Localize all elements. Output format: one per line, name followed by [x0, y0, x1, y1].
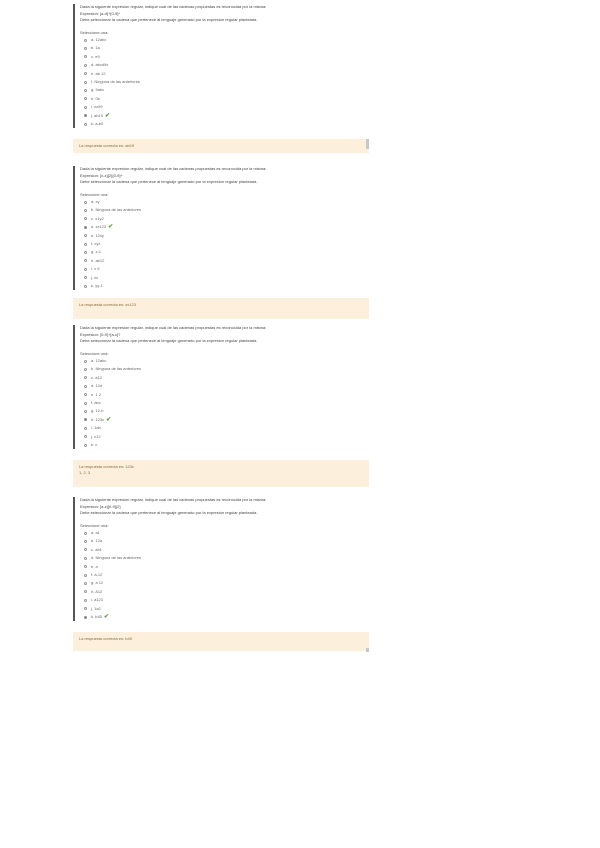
question-block: [73, 325, 369, 449]
answer-option-label: g. z-1: [91, 249, 102, 255]
radio-button[interactable]: [84, 89, 87, 92]
radio-button[interactable]: [84, 285, 87, 288]
answer-option[interactable]: [84, 571, 369, 579]
answer-option-label: g. 12-b: [91, 408, 104, 414]
answer-option-label: d. zx123: [91, 224, 107, 230]
radio-button[interactable]: [84, 418, 87, 421]
feedback-text: 1, 2, 3: [79, 470, 91, 475]
feedback-box: [73, 139, 369, 153]
question-text-line: Dada la siguiente expresion regular, indique cual de las cadenas propuestas es reconocida por la misma:: [80, 497, 267, 502]
question-text-line: Expresion: [x-z]{2}[0-9]+: [80, 172, 123, 178]
radio-button[interactable]: [84, 106, 87, 109]
answer-option[interactable]: [84, 382, 369, 390]
feedback-text: La respuesta correcta es: 123c: [79, 464, 134, 469]
checkmark-icon: ✔: [105, 112, 111, 119]
radio-button[interactable]: [84, 209, 87, 212]
answer-option-label: e. 1 2: [91, 391, 102, 397]
question-text: [73, 325, 369, 449]
answer-option-label: a. 12abc: [91, 358, 107, 363]
answer-option-label: c. e9: [91, 53, 100, 59]
question-text-line: Dada la siguiente expresion regular, indique cual de las cadenas propuestas es reconocida por la misma:: [80, 166, 267, 171]
answer-option[interactable]: [84, 416, 369, 424]
radio-button[interactable]: [84, 64, 87, 67]
radio-button[interactable]: [84, 599, 87, 602]
answer-option-label: e. 12xy: [91, 232, 104, 238]
radio-button[interactable]: [84, 360, 87, 363]
answer-option-label: d. Ninguna de las anteriores: [91, 555, 142, 561]
answer-option[interactable]: [84, 232, 369, 240]
answer-option-label: g. 9abc: [91, 87, 105, 93]
answer-option-label: d. 12d: [91, 383, 103, 389]
checkmark-icon: ✔: [108, 224, 114, 231]
answer-option[interactable]: [84, 563, 369, 571]
answer-option[interactable]: [84, 554, 369, 562]
answer-option[interactable]: [84, 36, 369, 44]
answer-option-label: a. a1: [91, 530, 100, 535]
answer-option[interactable]: [84, 357, 369, 365]
answer-option-label: h. 123c: [91, 416, 105, 422]
answer-option-label: c. a12: [91, 374, 102, 380]
answer-option-label: i. 1ab: [91, 425, 101, 431]
answer-option-label: k. c: [91, 441, 98, 447]
answer-option[interactable]: [84, 391, 369, 399]
radio-button[interactable]: [84, 548, 87, 551]
select-label: Seleccione una:: [80, 191, 109, 197]
answer-option-label: b. Ninguna de las anteriores: [91, 366, 142, 372]
feedback-text: La respuesta correcta es: b45: [79, 636, 132, 641]
answer-option[interactable]: [84, 223, 369, 231]
answer-option[interactable]: [84, 537, 369, 545]
answer-option-label: e. ab 12: [91, 70, 106, 76]
radio-button[interactable]: [84, 72, 87, 75]
radio-button[interactable]: [84, 385, 87, 388]
answer-option[interactable]: [84, 53, 369, 61]
radio-button[interactable]: [84, 565, 87, 568]
answer-option[interactable]: [84, 215, 369, 223]
answer-option[interactable]: [84, 441, 369, 449]
feedback-text: La respuesta correcta es: ab19: [79, 143, 135, 148]
answer-option-label: a. xy: [91, 199, 100, 204]
radio-button[interactable]: [84, 368, 87, 371]
answer-option[interactable]: [84, 596, 369, 604]
question-text-line: Expresion: [a-d]+[0-9]*: [80, 10, 120, 16]
answer-option[interactable]: [84, 274, 369, 282]
answer-option-label: b. 12a: [91, 538, 103, 544]
radio-button[interactable]: [84, 444, 87, 447]
radio-button[interactable]: [84, 243, 87, 246]
answer-option-label: a. 12abc: [91, 37, 107, 42]
answer-option-label: j. x12: [91, 433, 101, 439]
radio-button[interactable]: [84, 268, 87, 271]
answer-option[interactable]: [84, 44, 369, 52]
answer-option[interactable]: [84, 365, 369, 373]
question-text: [73, 166, 369, 290]
radio-button[interactable]: [84, 557, 87, 560]
radio-button[interactable]: [84, 47, 87, 50]
answer-option[interactable]: [84, 605, 369, 613]
answer-option[interactable]: [84, 433, 369, 441]
answer-option-label: i. x 9: [91, 266, 100, 272]
radio-button[interactable]: [84, 376, 87, 379]
question-block: [73, 497, 369, 621]
select-label: Seleccione una:: [80, 522, 109, 528]
radio-button[interactable]: [84, 540, 87, 543]
answer-option[interactable]: [84, 70, 369, 78]
radio-button[interactable]: [84, 55, 87, 58]
radio-button[interactable]: [84, 39, 87, 42]
answer-option-label: k. a-b0: [91, 120, 104, 126]
answer-option-label: i. a123: [91, 597, 104, 603]
question-text-line: Debe seleccionar la cadena que pertenece al lenguaje generado por la expresion regular planteada.: [80, 510, 258, 515]
question-block: [73, 4, 369, 128]
answer-option[interactable]: [84, 206, 369, 214]
answer-option[interactable]: [84, 120, 369, 128]
answer-options: [80, 529, 369, 621]
answer-options: [80, 36, 369, 128]
checkmark-icon: ✔: [103, 614, 109, 621]
answer-option[interactable]: [84, 265, 369, 273]
answer-option-label: f. xyz: [91, 240, 101, 246]
answer-option-label: c. x1y2: [91, 215, 104, 221]
answer-option-label: h. ab12: [91, 257, 105, 263]
answer-option[interactable]: [84, 399, 369, 407]
answer-option[interactable]: [84, 78, 369, 86]
radio-button[interactable]: [84, 590, 87, 593]
radio-button[interactable]: [84, 427, 87, 430]
radio-button[interactable]: [84, 607, 87, 610]
answer-option[interactable]: [84, 613, 369, 621]
answer-option[interactable]: [84, 248, 369, 256]
answer-option[interactable]: [84, 257, 369, 265]
answer-option-label: k. yy-1: [91, 282, 103, 288]
radio-button[interactable]: [84, 81, 87, 84]
scrollbar-thumb[interactable]: [366, 648, 369, 652]
question-text-line: Debe seleccionar la cadena que pertenece al lenguaje generado por la expresion regular planteada.: [80, 17, 258, 22]
radio-button[interactable]: [84, 114, 87, 117]
radio-button[interactable]: [84, 201, 87, 204]
feedback-text: La respuesta correcta es: zx123: [79, 302, 136, 307]
answer-option-label: g. a 12: [91, 580, 104, 586]
radio-button[interactable]: [84, 616, 87, 619]
answer-option-label: f. a-12: [91, 571, 103, 577]
radio-button[interactable]: [84, 226, 87, 229]
question-text-line: Expresion: [0-9]+[a-c]?: [80, 331, 121, 337]
radio-button[interactable]: [84, 393, 87, 396]
answer-option[interactable]: [84, 529, 369, 537]
answer-option[interactable]: [84, 95, 369, 103]
answer-option[interactable]: [84, 198, 369, 206]
answer-options: [80, 198, 369, 290]
answer-option-label: h. A12: [91, 588, 103, 594]
answer-option-label: h. 0b: [91, 95, 100, 101]
answer-option-label: b. Ninguna de las anteriores: [91, 207, 142, 213]
answer-option-label: j. 1a2: [91, 605, 101, 611]
answer-option[interactable]: [84, 282, 369, 290]
question-text: [73, 4, 369, 128]
radio-button[interactable]: [84, 259, 87, 262]
radio-button[interactable]: [84, 123, 87, 126]
scrollbar-thumb[interactable]: [366, 139, 369, 149]
radio-button[interactable]: [84, 410, 87, 413]
answer-option-label: c. ab1: [91, 546, 102, 552]
answer-option[interactable]: [84, 240, 369, 248]
radio-button[interactable]: [84, 234, 87, 237]
answer-options: [80, 357, 369, 449]
answer-option[interactable]: [84, 546, 369, 554]
radio-button[interactable]: [84, 276, 87, 279]
select-label: Seleccione una:: [80, 29, 109, 35]
feedback-box: [73, 298, 369, 319]
answer-option[interactable]: [84, 86, 369, 94]
radio-button[interactable]: [84, 217, 87, 220]
answer-option[interactable]: [84, 579, 369, 587]
answer-option[interactable]: [84, 112, 369, 120]
answer-option-label: k. b45: [91, 613, 102, 619]
answer-option-label: f. Ninguna de las anteriores: [91, 78, 140, 84]
answer-option[interactable]: [84, 588, 369, 596]
feedback-box: [73, 632, 369, 651]
radio-button[interactable]: [84, 532, 87, 535]
radio-button[interactable]: [84, 251, 87, 254]
answer-option-label: d. abcd9x: [91, 62, 109, 68]
question-text-line: Expresion: [a-z][0-9]{2}: [80, 503, 121, 509]
answer-option[interactable]: [84, 424, 369, 432]
question-text-line: Dada la siguiente expresion regular, indique cual de las cadenas propuestas es reconocida por la misma:: [80, 4, 267, 9]
question-text: [73, 497, 369, 621]
question-text-line: Debe seleccionar la cadena que pertenece al lenguaje generado por la expresion regular planteada.: [80, 179, 258, 184]
radio-button[interactable]: [84, 574, 87, 577]
question-text-line: Dada la siguiente expresion regular, indique cual de las cadenas propuestas es reconocida por la misma:: [80, 325, 267, 330]
answer-option-label: j. xx: [91, 274, 99, 280]
answer-option-label: e. a: [91, 563, 98, 569]
question-block: [73, 166, 369, 290]
answer-option-label: j. ab19: [91, 112, 104, 118]
answer-option-label: i. zz99: [91, 104, 103, 110]
answer-option[interactable]: [84, 407, 369, 415]
question-text-line: Debe seleccionar la cadena que pertenece al lenguaje generado por la expresion regular planteada.: [80, 338, 258, 343]
radio-button[interactable]: [84, 402, 87, 405]
radio-button[interactable]: [84, 97, 87, 100]
select-label: Seleccione una:: [80, 350, 109, 356]
answer-option-label: b. 1a: [91, 45, 100, 51]
answer-option[interactable]: [84, 61, 369, 69]
answer-option[interactable]: [84, 103, 369, 111]
checkmark-icon: ✔: [106, 416, 112, 423]
radio-button[interactable]: [84, 435, 87, 438]
feedback-box: [73, 460, 369, 487]
radio-button[interactable]: [84, 582, 87, 585]
answer-option[interactable]: [84, 374, 369, 382]
answer-option-label: f. abc: [91, 399, 101, 405]
